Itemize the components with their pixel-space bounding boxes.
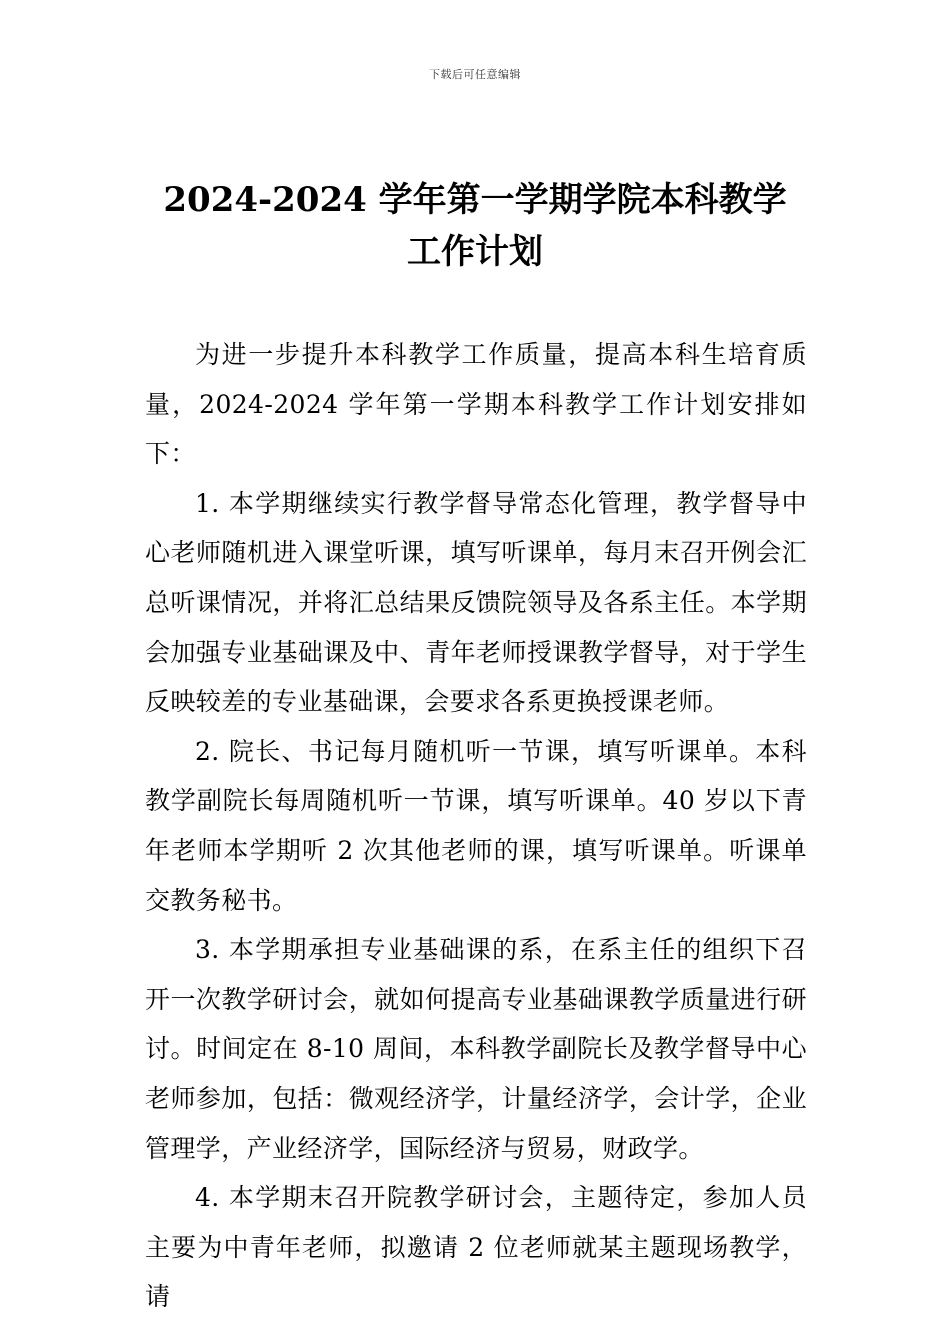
paragraph-item-4: 4. 本学期末召开院教学研讨会，主题待定，参加人员主要为中青年老师，拟邀请 2 位老师就某主题现场教学，请 — [145, 1183, 807, 1312]
document-body — [145, 330, 807, 1322]
paragraph-item-3: 3. 本学期承担专业基础课的系，在系主任的组织下召开一次教学研讨会，就如何提高专业基础课教学质量进行研讨。时间定在 8-10 周间，本科教学副院长及教学督导中心老师参加，包括：微观经济学，计量经济学，会计学，企业管理学，产业经济学，国际经济与贸易，财政学。 — [145, 935, 807, 1163]
paragraph-intro: 为进一步提升本科教学工作质量，提高本科生培育质量，2024-2024 学年第一学期本科教学工作计划安排如下： — [145, 340, 807, 469]
paragraph-item-1: 1. 本学期继续实行教学督导常态化管理，教学督导中心老师随机进入课堂听课，填写听课单，每月末召开例会汇总听课情况，并将汇总结果反馈院领导及各系主任。本学期会加强专业基础课及中、青年老师授课教学督导，对于学生反映较差的专业基础课，会要求各系更换授课老师。 — [145, 488, 807, 717]
title-line-2: 工作计划 — [407, 232, 543, 272]
header-note: 下载后可任意编辑 — [429, 68, 521, 81]
paragraph-item-2: 2. 院长、书记每月随机听一节课，填写听课单。本科教学副院长每周随机听一节课，填写听课单。40 岁以下青年老师本学期听 2 次其他老师的课，填写听课单。听课单交教务秘书。 — [145, 736, 807, 915]
document-title — [0, 174, 950, 278]
title-line-1: 2024-2024 学年第一学期学院本科教学 — [163, 180, 787, 220]
